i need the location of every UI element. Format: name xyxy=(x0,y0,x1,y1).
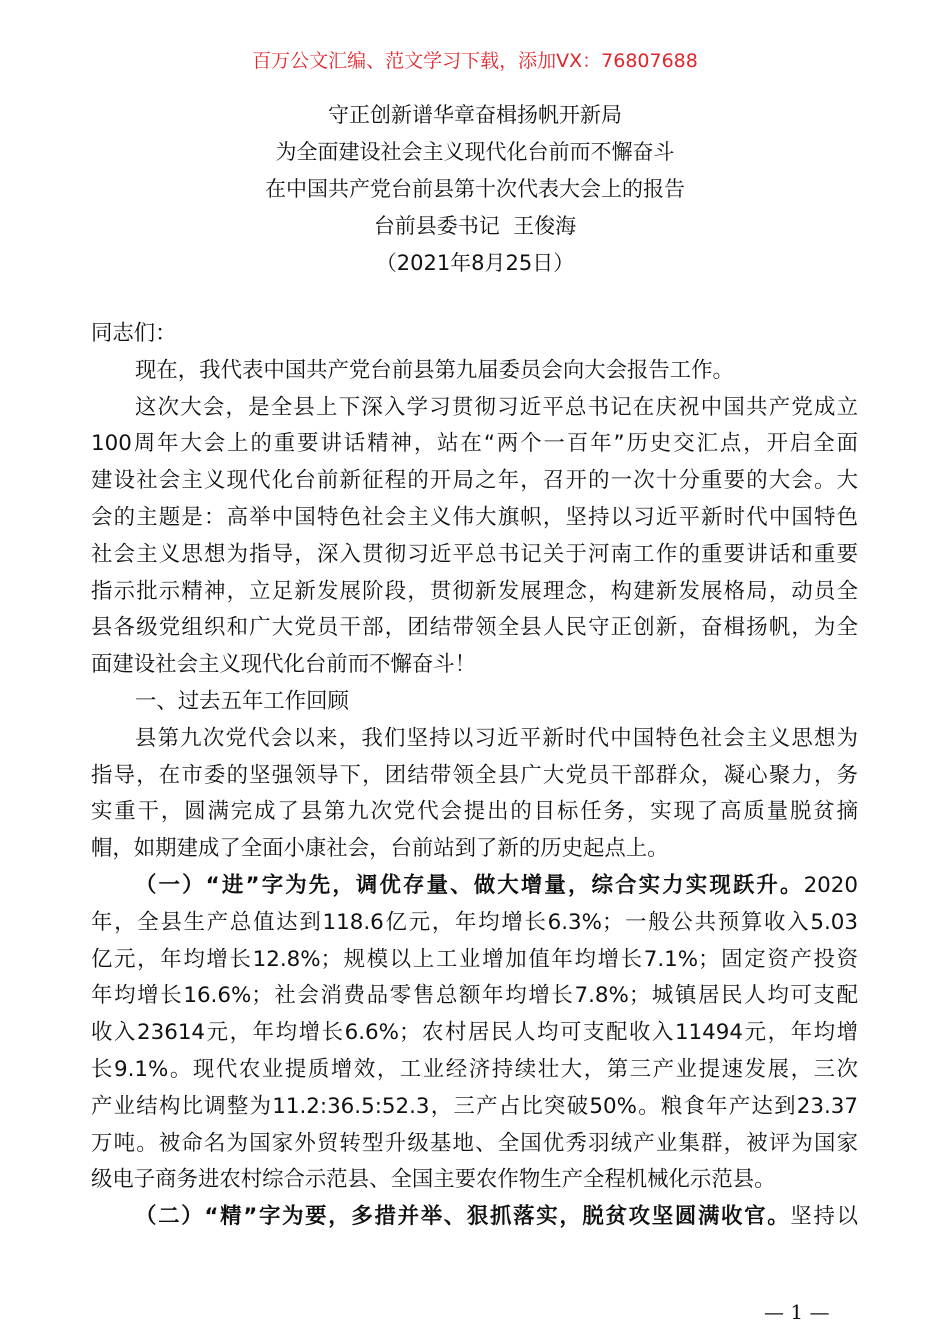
text-line: 100周年大会上的重要讲话精神，站在“两个一百年”历史交汇点，开启全面 xyxy=(91,431,858,457)
text-line: 长9.1%。现代农业提质增效，工业经济持续壮大，第三产业提速发展，三次 xyxy=(91,1056,858,1082)
report-body xyxy=(91,316,858,1236)
paragraph xyxy=(91,905,858,1199)
paragraph-text: 坚持以 xyxy=(790,1204,858,1230)
main-title: 守正创新谱华章奋楫扬帆开新局 xyxy=(328,103,622,127)
text-line: 帽，如期建成了全面小康社会，台前站到了新的历史起点上。 xyxy=(91,836,669,862)
text-line: 实重干，圆满完成了县第九次党代会提出的目标任务，实现了高质量脱贫摘 xyxy=(91,799,858,825)
text-line: 面建设社会主义现代化台前而不懈奋斗！ xyxy=(91,652,477,678)
watermark-banner: 百万公文汇编、范文学习下载，添加VX：76807688 xyxy=(252,50,698,72)
text-line: 社会主义思想为指导，深入贯彻习近平总书记关于河南工作的重要讲话和重要 xyxy=(91,541,858,567)
text-line: 亿元，年均增长12.8%；规模以上工业增加值年均增长7.1%；固定资产投资 xyxy=(91,946,858,972)
text-line: 这次大会，是全县上下深入学习贯彻习近平总书记在庆祝中国共产党成立 xyxy=(135,394,858,420)
text-line: 年均增长16.6%；社会消费品零售总额年均增长7.8%；城镇居民人均可支配 xyxy=(91,983,858,1009)
report-occasion: 在中国共产党台前县第十次代表大会上的报告 xyxy=(265,177,685,201)
text-line: 指导，在市委的坚强领导下，团结带领全县广大党员干部群众，凝心聚力，务 xyxy=(91,762,858,788)
text-line: 年，全县生产总值达到118.6亿元，年均增长6.3%；一般公共预算收入5.03 xyxy=(91,909,858,935)
text-line: 县第九次党代会以来，我们坚持以习近平新时代中国特色社会主义思想为 xyxy=(135,725,858,751)
paragraph xyxy=(91,390,858,684)
section-heading: 一、过去五年工作回顾 xyxy=(135,688,349,714)
paragraph xyxy=(91,721,858,868)
page-number: — 1 — xyxy=(764,1300,830,1324)
text-line: 万吨。被命名为国家外贸转型升级基地、全国优秀羽绒产业集群，被评为国家 xyxy=(91,1130,858,1156)
salutation: 同志们： xyxy=(91,321,177,346)
text-line: 指示批示精神，立足新发展阶段，贯彻新发展理念，构建新发展格局，动员全 xyxy=(91,578,858,604)
text-line: 收入23614元，年均增长6.6%；农村居民人均可支配收入11494元，年均增 xyxy=(91,1020,858,1046)
subsection-heading: （二）“精”字为要，多措并举、狠抓落实，脱贫攻坚圆满收官。 xyxy=(135,1204,791,1230)
text-line: 现在，我代表中国共产党台前县第九届委员会向大会报告工作。 xyxy=(135,357,734,383)
paragraph xyxy=(91,353,858,390)
subsection-heading: （一）“进”字为先，调优存量、做大增量，综合实力实现跃升。 xyxy=(135,872,804,898)
title-block xyxy=(0,97,950,282)
text-line: 级电子商务进农村综合示范县、全国主要农作物生产全程机械化示范县。 xyxy=(91,1167,776,1193)
subtitle: 为全面建设社会主义现代化台前而不懈奋斗 xyxy=(275,140,675,164)
text-line: 县各级党组织和广大党员干部，团结带领全县人民守正创新，奋楫扬帆，为全 xyxy=(91,615,858,641)
author: 台前县委书记 王俊海 xyxy=(373,214,577,238)
text-line: 会的主题是：高举中国特色社会主义伟大旗帜，坚持以习近平新时代中国特色 xyxy=(91,504,858,530)
subsection-line xyxy=(91,868,858,905)
subsection-line xyxy=(91,1199,858,1236)
text-line: 产业结构比调整为11.2:36.5:52.3，三产占比突破50%。粮食年产达到23.37 xyxy=(91,1093,858,1119)
text-line: 建设社会主义现代化台前新征程的开局之年，召开的一次十分重要的大会。大 xyxy=(91,468,858,494)
paragraph-text: 2020 xyxy=(803,872,858,898)
date: （2021年8月25日） xyxy=(375,251,575,275)
